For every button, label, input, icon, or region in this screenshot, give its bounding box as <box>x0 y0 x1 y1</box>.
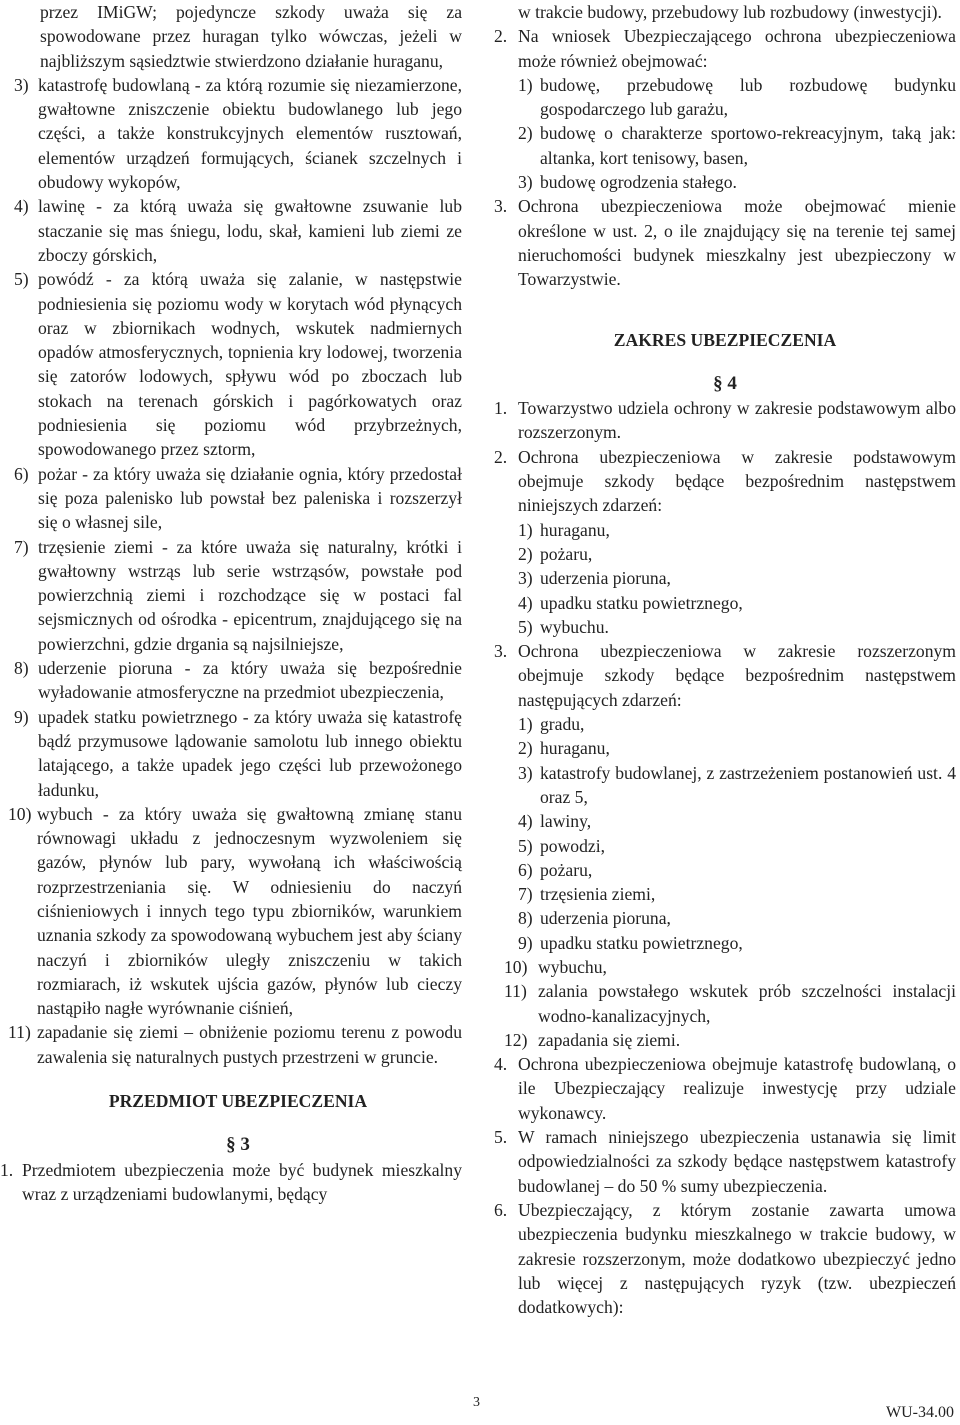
item-number: 4. <box>494 1054 508 1075</box>
paragraph-mark: § 3 <box>226 1134 250 1156</box>
item-text: pożar - za który uważa się działanie ognia, który przedostał się poza palenisko lub powstał bez paleniska i rozszerzył się o własnej sile, <box>38 463 462 533</box>
sub-item-number: 1) <box>518 519 533 540</box>
list-item <box>8 802 462 1021</box>
sub-item-text: huraganu, <box>540 738 610 759</box>
list-item <box>14 73 462 194</box>
item-number: 2. <box>494 446 508 467</box>
list-item <box>14 194 462 267</box>
continuation-text: w trakcie budowy, przebudowy lub rozbudowy (inwestycji). <box>518 2 942 22</box>
sub-item-number: 11) <box>504 981 527 1002</box>
item-text: wybuch - za który uważa się gwałtowną zmianę stanu równowagi układu z jednoczesnym wyzwoleniem się gazów, płynów lub pary, wywołaną ich właściwością rozprzestrzeniania się. W odniesieniu do naczyń ciśnieniowych i innych tego typu zbiorników, warunkiem uznania szkody za spowodowaną wybuchem jest aby ściany naczyń i zbiorników uległy zniszczeniu w takich rozmiarach, iż wskutek ujścia gazów, płynów lub cieczy nastąpiło nagłe wyrównanie ciśnień, <box>37 803 462 1019</box>
sub-item <box>518 566 956 590</box>
sub-item <box>504 1028 956 1052</box>
intro-paragraph: przez IMiGW; pojedyncze szkody uważa się za spowodowane przez huragan tylko wówczas, jeżeli w najbliższym sąsiedztwie stwierdzono działanie huraganu, <box>40 2 462 71</box>
sub-item <box>518 736 956 760</box>
item-text: Ochrona ubezpieczeniowa w zakresie podstawowym obejmuje szkody będące bezpośrednim następstwem niniejszych zdarzeń: <box>518 446 956 516</box>
list-item <box>14 656 462 705</box>
sub-item-text: pożaru, <box>540 543 593 564</box>
sub-item-number: 12) <box>504 1029 528 1050</box>
list-item <box>14 267 462 461</box>
sub-item-number: 8) <box>518 908 533 929</box>
item-number: 5. <box>494 1127 508 1148</box>
sub-item <box>518 542 956 566</box>
sub-item-number: 2) <box>518 738 533 759</box>
sub-item-number: 10) <box>504 956 528 977</box>
sub-item-number: 3) <box>518 172 533 193</box>
sub-item-number: 4) <box>518 592 533 613</box>
sub-item-number: 3) <box>518 568 533 589</box>
item-number: 6. <box>494 1199 508 1220</box>
sub-item-text: wybuchu. <box>540 616 609 637</box>
sub-item <box>504 979 956 1028</box>
sub-item-text: budowę o charakterze sportowo-rekreacyjnym, taką jak: altanka, kort tenisowy, basen, <box>540 123 956 168</box>
list-item <box>494 1198 956 1319</box>
item-text: lawinę - za którą uważa się gwałtowne zsuwanie lub staczanie się mas śniegu, lodu, skał, kamieni lub ziemi ze zboczy górskich, <box>38 196 462 265</box>
sub-item <box>518 73 956 122</box>
sub-item <box>504 955 956 979</box>
item-number: 11) <box>8 1022 31 1043</box>
list-item <box>14 705 462 802</box>
sub-item <box>518 882 956 906</box>
sub-item <box>518 906 956 930</box>
document-code: WU-34.00 <box>886 1404 954 1421</box>
sub-item-text: upadku statku powietrznego, <box>540 932 743 953</box>
item-number: 7) <box>14 536 29 557</box>
sub-item-text: budowę, przebudowę lub rozbudowę budynku gospodarczego lub garażu, <box>540 74 956 120</box>
sub-item-text: budowę ogrodzenia stałego. <box>540 172 737 193</box>
sub-item-number: 1) <box>518 714 533 735</box>
list-item <box>14 535 462 656</box>
item-text: Ochrona ubezpieczeniowa może obejmować mienie określone w ust. 2, o ile znajdujący się na terenie tej samej nieruchomości budynek mieszkalny jest ubezpieczony w Towarzystwie. <box>518 196 956 290</box>
sub-item-number: 7) <box>518 884 533 905</box>
sub-item-text: powodzi, <box>540 835 605 856</box>
list-item <box>494 194 956 291</box>
list-item <box>494 445 956 518</box>
page-number: 3 <box>473 1395 480 1410</box>
item-text: zapadanie się ziemi – obniżenie poziomu terenu z powodu zawalenia się naturalnych pustych przestrzeni w gruncie. <box>37 1022 462 1067</box>
list-item <box>494 1052 956 1125</box>
item-text: Ochrona ubezpieczeniowa w zakresie rozszerzonym obejmuje szkody będące bezpośrednim następstwem następujących zdarzeń: <box>518 641 956 710</box>
sub-item <box>518 712 956 736</box>
item-text: Ochrona ubezpieczeniowa obejmuje katastrofę budowlaną, o ile Ubezpieczający realizuje inwestycję przy udziale wykonawcy. <box>518 1054 956 1123</box>
sub-item-text: katastrofy budowlanej, z zastrzeżeniem postanowień ust. 4 oraz 5, <box>540 762 956 807</box>
sub-item-text: pożaru, <box>540 859 593 880</box>
sub-item-text: zalania powstałego wskutek prób szczelności instalacji wodno-kanalizacyjnych, <box>538 981 956 1026</box>
sub-item-text: huraganu, <box>540 519 610 540</box>
sub-item <box>518 121 956 170</box>
sub-item <box>518 761 956 810</box>
sub-item-text: upadku statku powietrznego, <box>540 592 743 613</box>
list-item <box>14 462 462 535</box>
sub-item-text: uderzenia pioruna, <box>540 568 671 589</box>
sub-item-number: 3) <box>518 762 533 783</box>
sub-item <box>518 615 956 639</box>
item-number: 5) <box>14 269 29 290</box>
sub-item-number: 9) <box>518 932 533 953</box>
item-number: 6) <box>14 463 29 484</box>
item-number: 9) <box>14 706 29 727</box>
right-column <box>494 0 956 1319</box>
list-item <box>494 24 956 73</box>
item-text: W ramach niniejszego ubezpieczenia ustanawia się limit odpowiedzialności za szkody będące następstwem katastrofy budowlanej – do 50 % sumy ubezpieczenia. <box>518 1127 956 1196</box>
item-number: 3. <box>494 641 508 662</box>
sub-item-number: 1) <box>518 74 533 95</box>
sub-item-text: gradu, <box>540 714 585 735</box>
list-item <box>0 1158 462 1207</box>
item-number: 3. <box>494 196 508 217</box>
sub-item-number: 4) <box>518 811 533 832</box>
sub-item-text: lawiny, <box>540 811 592 832</box>
list-item <box>494 1125 956 1198</box>
sub-item-text: zapadania się ziemi. <box>538 1029 681 1050</box>
sub-item-number: 5) <box>518 616 533 637</box>
sub-item-number: 2) <box>518 543 533 564</box>
item-text: powódź - za którą uważa się zalanie, w następstwie podniesienia się poziomu wody w korytach wód płynących oraz w zbiornikach wodnych, wskutek nadmiernych opadów atmosferycznych, topnienia kry lodowej, tworzenia się zatorów lodowych, spływu wód po zboczach lub stokach na terenach górskich i pagórkowatych oraz podniesienia się poziomu wód przybrzeżnych, spowodowanego przez sztorm, <box>38 269 462 460</box>
sub-item-text: uderzenia pioruna, <box>540 908 671 929</box>
sub-item <box>518 858 956 882</box>
item-text: trzęsienie ziemi - za które uważa się naturalny, krótki i gwałtowny wstrząs lub serie wstrząsów, powstałe pod powierzchnią ziemi i rozchodzące się w postaci fal sejsmicznych od ośrodka - epicentrum, znajdującego się na powierzchni, gdzie drgania są najsilniejsze, <box>38 536 462 654</box>
item-text: upadek statku powietrznego - za który uważa się katastrofę bądź przymusowe lądowanie samolotu lub innego obiektu latającego, a także upadek jego części lub przewożonego ładunku, <box>38 706 462 800</box>
item-text: Ubezpieczający, z którym zostanie zawarta umowa ubezpieczenia budynku mieszkalnego w trakcie budowy, w zakresie rozszerzonym, może dodatkowo ubezpieczyć jedno lub więcej z następujących ryzyk (tzw. ubezpieczeń dodatkowych): <box>518 1199 956 1318</box>
item-text: Przedmiotem ubezpieczenia może być budynek mieszkalny wraz z urządzeniami budowlanymi, będący <box>22 1159 462 1204</box>
sub-item <box>518 931 956 955</box>
sub-item <box>518 591 956 615</box>
sub-item-number: 2) <box>518 123 533 144</box>
paragraph-mark: § 4 <box>713 372 737 394</box>
item-text: katastrofę budowlaną - za którą rozumie się niezamierzone, gwałtowne zniszczenie obiektu budowlanego lub jego części, a także konstrukcyjnych elementów rusztowań, elementów urządzeń formujących, ścianek szczelnych i obudowy wykopów, <box>38 74 462 193</box>
sub-item-text: wybuchu, <box>538 956 607 977</box>
item-number: 10) <box>8 803 32 824</box>
item-number: 1. <box>0 1159 14 1180</box>
list-item <box>8 1020 462 1069</box>
item-number: 2. <box>494 26 508 47</box>
item-number: 1. <box>494 398 508 419</box>
item-text: uderzenie pioruna - za który uważa się bezpośrednie wyładowanie atmosferyczne na przedmiot ubezpieczenia, <box>38 658 462 703</box>
sub-item-text: trzęsienia ziemi, <box>540 884 656 905</box>
sub-item <box>518 518 956 542</box>
item-text: Towarzystwo udziela ochrony w zakresie podstawowym albo rozszerzonym. <box>518 398 956 443</box>
section-heading: PRZEDMIOT UBEZPIECZENIA <box>108 1091 368 1112</box>
item-number: 4) <box>14 196 29 217</box>
section-heading: ZAKRES UBEZPIECZENIA <box>613 329 837 350</box>
item-number: 3) <box>14 74 29 95</box>
sub-item-number: 5) <box>518 835 533 856</box>
left-column <box>0 0 462 1206</box>
item-text: Na wniosek Ubezpieczającego ochrona ubezpieczeniowa może również obejmować: <box>518 26 956 71</box>
sub-item <box>518 170 956 194</box>
list-item <box>494 639 956 712</box>
list-item <box>494 396 956 445</box>
sub-item <box>518 834 956 858</box>
sub-item <box>518 809 956 833</box>
sub-item-number: 6) <box>518 859 533 880</box>
item-number: 8) <box>14 658 29 679</box>
